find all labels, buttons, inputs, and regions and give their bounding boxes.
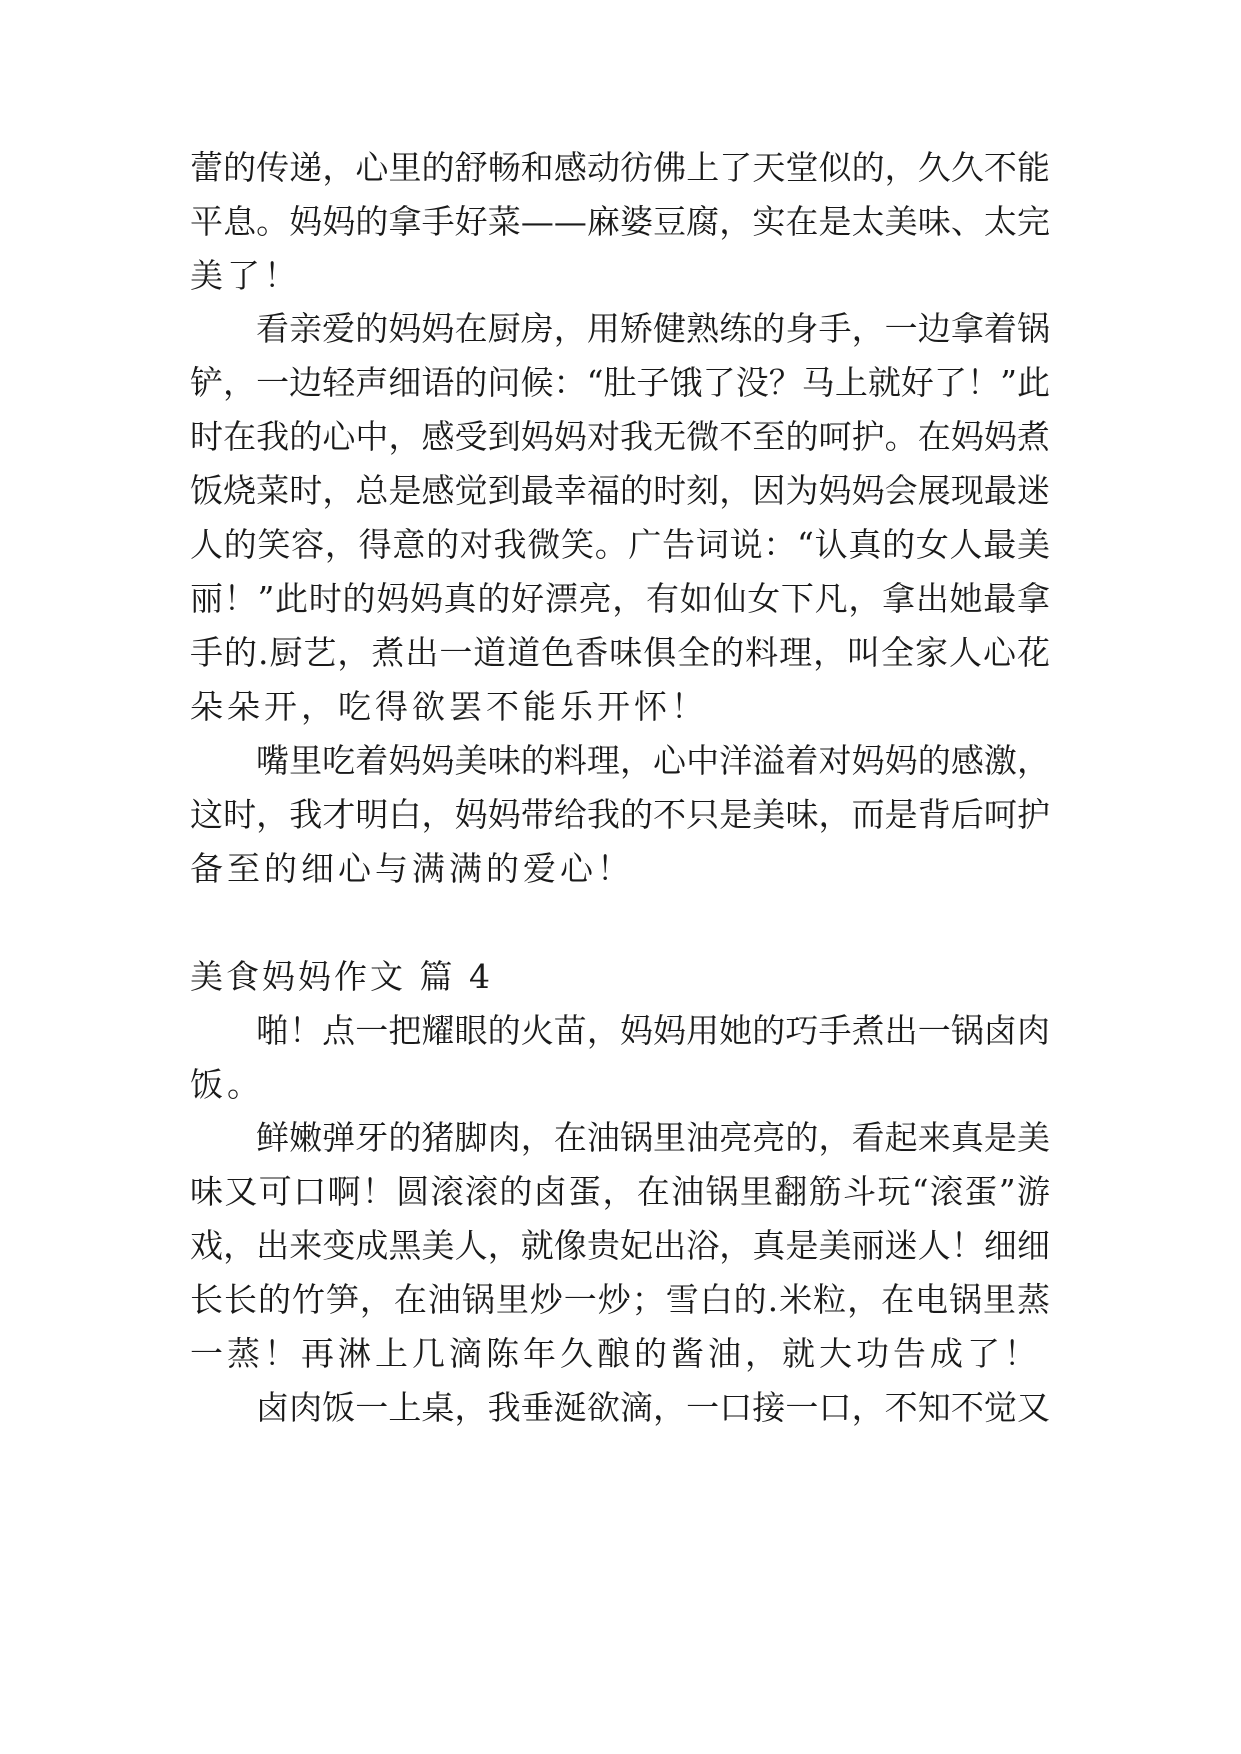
- text-line: 饭烧菜时，总是感觉到最幸福的时刻，因为妈妈会展现最迷: [190, 471, 1050, 510]
- text-line: 丽！”此时的妈妈真的好漂亮，有如仙女下凡，拿出她最拿: [190, 579, 1050, 618]
- text-line: 长长的竹笋，在油锅里炒一炒；雪白的.米粒，在电锅里蒸: [190, 1280, 1050, 1319]
- paragraph-first-line: 啪！点一把耀眼的火苗，妈妈用她的巧手煮出一锅卤肉: [256, 1011, 1050, 1050]
- text-line: 平息。妈妈的拿手好菜——麻婆豆腐，实在是太美味、太完: [190, 202, 1050, 241]
- paragraph-first-line: 嘴里吃着妈妈美味的料理，心中洋溢着对妈妈的感激，: [256, 741, 1050, 780]
- paragraph-first-line: 卤肉饭一上桌，我垂涎欲滴，一口接一口，不知不觉又: [256, 1388, 1050, 1427]
- text-line: 蕾的传递，心里的舒畅和感动彷佛上了天堂似的，久久不能: [190, 148, 1050, 187]
- text-line: 一蒸！再淋上几滴陈年久酿的酱油，就大功告成了！: [190, 1334, 1041, 1373]
- text-line: 人的笑容，得意的对我微笑。广告词说：“认真的女人最美: [190, 525, 1050, 564]
- text-line: 手的.厨艺，煮出一道道色香味俱全的料理，叫全家人心花: [190, 633, 1050, 672]
- text-line: 朵朵开，吃得欲罢不能乐开怀！: [190, 687, 708, 726]
- text-line: 这时，我才明白，妈妈带给我的不只是美味，而是背后呵护: [190, 795, 1050, 834]
- paragraph-first-line: 鲜嫩弹牙的猪脚肉，在油锅里油亮亮的，看起来真是美: [256, 1118, 1050, 1157]
- text-line: 戏，出来变成黑美人，就像贵妃出浴，真是美丽迷人！细细: [190, 1226, 1050, 1265]
- text-line: 饭。: [190, 1065, 264, 1104]
- text-line: 备至的细心与满满的爱心！: [190, 849, 634, 888]
- paragraph-first-line: 看亲爱的妈妈在厨房，用矫健熟练的身手，一边拿着锅: [256, 309, 1050, 348]
- text-line: 味又可口啊！圆滚滚的卤蛋，在油锅里翻筋斗玩“滚蛋”游: [190, 1172, 1050, 1211]
- text-line: 美了！: [190, 256, 301, 295]
- section-heading: 美食妈妈作文 篇 4: [190, 957, 493, 996]
- text-line: 时在我的心中，感受到妈妈对我无微不至的呵护。在妈妈煮: [190, 417, 1050, 456]
- text-line: 铲，一边轻声细语的问候：“肚子饿了没？马上就好了！”此: [190, 363, 1050, 402]
